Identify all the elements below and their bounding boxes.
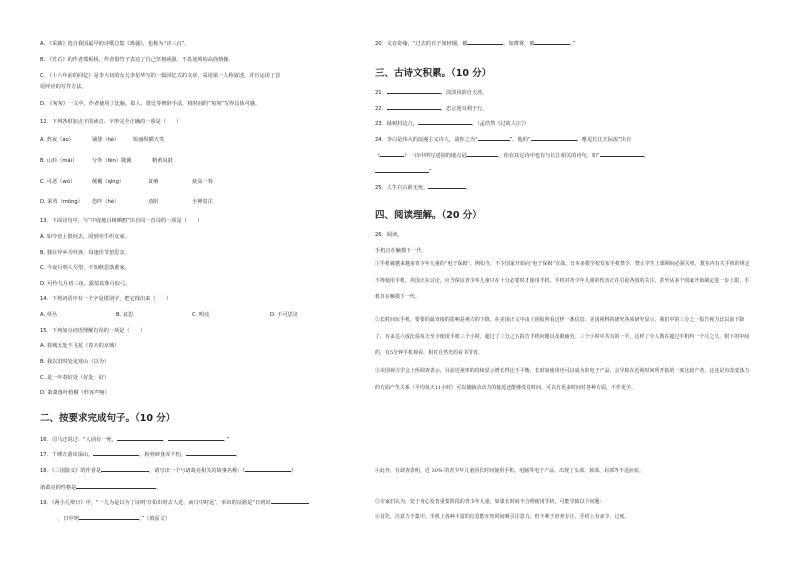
q11-option-c-cont: 尾呼应的写作方法。 [40,84,87,90]
q24-blank-5[interactable] [600,156,644,157]
q14-stem: 14．下列词语中有一个字是错别字，把它找出来（ ） [40,296,172,302]
q16-blank-1[interactable] [117,440,163,441]
q15-option-a: A. 春城无处不飞花（春天的京城） [40,343,120,349]
q13-option-a: A. 如今直上银河去，同到牵牛织女家。 [40,234,130,240]
q18-blank-3[interactable] [76,488,156,489]
passage-para-5: ⑤专家们认为，处于身心发育重要阶段的青少年儿童，如果长时间不合理使用手机，可能导致以下问题： [375,499,605,505]
q22-blank[interactable] [387,109,441,110]
q13-option-c: C. 今夜月明人尽望，不知秋思落谁家。 [40,265,130,271]
q13-stem: 13．下面诗句中，与“中庭地白树栖鸦”出自同一首诗的一项是（ ） [40,218,203,224]
q12-option-c: C. 可恶（wù） 颠覆（qīng） 贫瘠 抚高一筹 [40,179,213,185]
q17-blank-1[interactable] [93,455,139,456]
q19: 19．《两小儿辩日》中，“一儿为是以为了证明‘日始出时去人近，而日中时远’，举出的证据是“日初出 [40,500,309,507]
q24-blank-1[interactable] [478,140,510,141]
q18: 18．《三国演义》的作者是 ，请写出一个与诸葛亮相关的故事名称：《 》 [40,468,297,474]
q23-blank[interactable] [418,124,472,125]
q15-option-c: C. 是一年春好处（好处：好） [40,375,110,381]
q24-blank-4[interactable] [466,156,498,157]
q21: 21． ，淡淡风韵自天涯。 [375,90,488,96]
q23: 23．绿树村边合， 。（孟浩然《过故人庄》） [375,121,529,127]
passage-para-4: ④此外，有调查表明，近 30% 的青少年儿童因长时间使用手机、电脑等电子产品，出现了头部、颈部、肩部等不适症状。 [375,468,645,474]
q12-stem: 12．下列各组加点字的读音、字形完全正确的一项是（ ） [40,119,182,125]
q17-blank-2[interactable] [186,455,236,456]
q19-cont: ，日中则 。”（填原文） [58,516,170,522]
q12-option-a: A. 熬夜（áo） 铺排（hè） 锐丽纵横大笑 [40,137,165,143]
q18-cont: 诸葛亮的性格是 。 [40,485,162,491]
q24: 24．李白是伟大的浪漫主义诗人，请你之为“ ”。他的“ ，唯见长江天际流”出自 [375,137,632,143]
passage-para-2: ②长时间玩手机，要要的最直接的影响是视力的下降。在美国正文中由上团报所看这样一条信息：美国视科的研究各项研究显示，我们中的三分之一报告视力比以前下降了，有多达六成比说每天至少使用手机三个小时，超过了三分之五报告手机问题以及眼疲劳，三个小时中共有的一半，这样了全人教在超过手机约一个月之久，眼下的中间的，有5分钟手机观看、相对自然光的看书节省。 [375,317,750,356]
section-3-heading: 三、古诗文积累。（10 分） [375,68,492,79]
q16: 16．司马迁说过：“人固有一死， ， 。” [40,437,230,443]
q19-blank-2[interactable] [79,519,139,520]
q26-label: 26．阅读。 [375,232,403,238]
q25-blank[interactable] [428,188,466,189]
q14-options: A. 草丛 B. 哀思 C. 明亮 D. 不可思议 [40,312,299,318]
q12-option-d: D. 荣茸（mōng） 恐吓（hè） 劝阻 全神贯注 [40,199,213,205]
q11-option-b: B. 《竹石》的作者郑板桥，作者借竹子表达了自己坚韧顽强、不畏逆境的高尚情操。 [40,57,234,63]
q16-blank-2[interactable] [168,440,224,441]
passage-para-1: ①手机被越来越多青少年儿童的“电子保姆”。例如今，不少国家开始向“电子保姆”宣战。日本多数学校发布手机禁令，禁止学生上课期间必须关机，教室内有关手机的规定不得使用手机。英国正在讨论，应当保证青少年儿童只在十分必要时才使用手机。手机对青少年儿童的伤害正在引起各国的关注，甚至从多个国家开始制定进一步上限，手机且在触摸下一代。 [375,261,750,300]
q15-option-b: B. 我以旧时处见寒山（以为） [40,359,110,365]
q11-option-c: C. 《十六年前的回忆》是李大钊的女儿李星华写的一篇回忆式的文章，采用第一人称叙述，并且运用了首 [40,73,281,79]
q17: 17．千锤万凿出深山， ，粉骨碎身浑不怕， 。 [40,452,242,458]
q20-blank-1[interactable] [467,44,503,45]
q24-cont-2: ” [375,169,432,176]
q25: 25．人生自古谁无死， 。 [375,185,472,191]
section-2-heading: 二、按要求完成句子。（10 分） [40,413,176,424]
q20: 20．文有奇缘，“过去的日子如轻烟，被 ，如薄雾，被 。” [375,41,576,47]
q15-option-d: D. 萧萧落叶梧桐（形容声响） [40,390,110,396]
q11-option-d: D. 《匆匆》一文中，作者使用了比喻、拟人、排比等修辞手法，将时间的“匆匆”写得具体可感。 [40,101,261,107]
q22: 22． ，忠言逆耳利于行。 [375,106,488,112]
passage-para-6: ⑥首先，注意力不集中。手机上各种丰富的信息能在短时间吸引注意力，但不利于培养专注，手机上有多少，过度。 [375,514,630,520]
q24-blank-3[interactable] [380,156,404,157]
q13-option-d: D. 可怜九月初三夜，露似真珠月似弓。 [40,281,131,287]
q24-blank-2[interactable] [531,140,577,141]
section-4-heading: 四、阅读理解。（20 分） [375,210,482,221]
q18-blank-1[interactable] [101,471,149,472]
q19-blank-1[interactable] [271,503,309,504]
q21-blank[interactable] [387,93,441,94]
q11-option-a: A. 《采薇》选自我国最早的诗歌总集《离骚》，也称为“诗三百”。 [40,41,190,47]
passage-title: 手机且在触摸下一代 [375,248,422,254]
q20-blank-2[interactable] [534,44,570,45]
q12-option-b: B. 山杉（mái） 分外（fèn）敬佩 精黄凤鼓 [40,158,173,164]
passage-para-3: ③美国视力学会上所调查表示，目前近视率的持续显示增长得比不平衡，长时间使用也可以成为的电子产品，会导致在近视时间所开拓的一度比较产者。这还是有改变体力的方面产生关系（平均每天11小时）可以使脑动动力的接近还能够没有时间，可以有更多时间对各种方面，不作更学。 [375,368,750,391]
q24-cont: 《 》一诗中所写送别的地点是 。你在其它诗中也有与长江相关的诗句，如“ ， [375,153,649,159]
q18-blank-2[interactable] [245,471,291,472]
q13-option-b: B. 独在异乡为异客，每逢佳节倍思亲。 [40,250,130,256]
q24-blank-6[interactable] [375,172,429,173]
q15-stem: 15．下列加点词语理解有误的一项是（ ） [40,328,146,334]
